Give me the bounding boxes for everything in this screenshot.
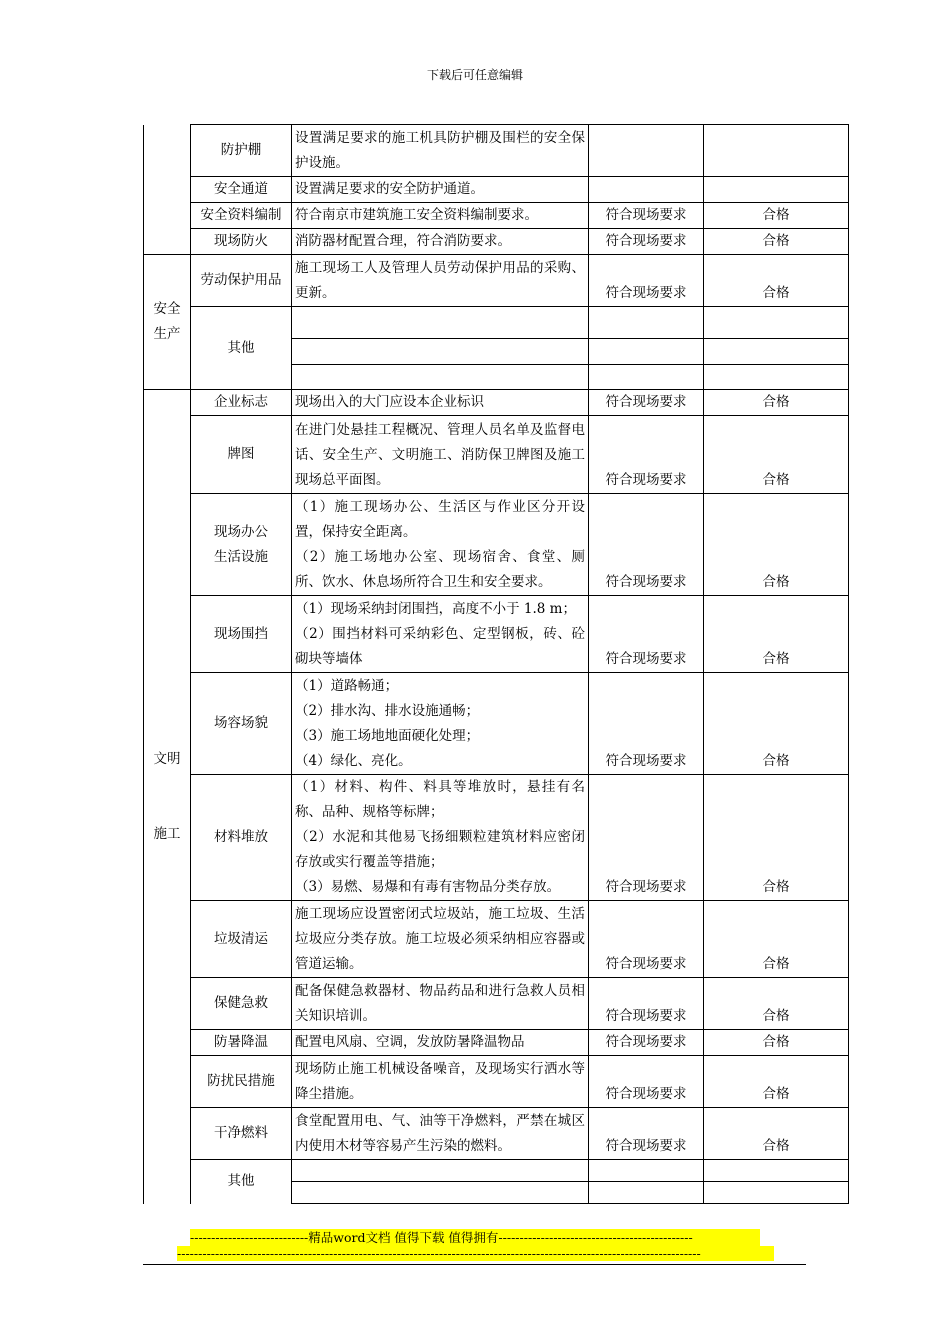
result-cell: 合格: [704, 203, 849, 229]
requirement-line: （3）易燃、易爆和有毒有害物品分类存放。: [295, 879, 561, 895]
item-label: 现场办公: [214, 523, 268, 540]
result-cell: [704, 177, 849, 203]
table-row: [144, 177, 849, 203]
requirement-cell: [292, 1182, 589, 1204]
item-cell: 安全资料编制: [191, 203, 292, 229]
requirement-line: （1）材料、构件、料具等堆放时，悬挂有名称、品种、规格等标牌；: [295, 779, 585, 820]
table-row: [144, 775, 849, 901]
table-row: [144, 203, 849, 229]
item-cell: 劳动保护用品: [191, 255, 292, 307]
footer-banner: ----------------------------精品word文档 值得下载 值得拥有----------------------------------------------: [190, 1229, 760, 1246]
result-cell: 合格: [704, 416, 849, 494]
item-cell: 企业标志: [191, 390, 292, 416]
result-cell: [704, 1182, 849, 1204]
standard-cell: [589, 1160, 704, 1182]
item-cell: 现场防火: [191, 229, 292, 255]
requirement-cell: 消防器材配置合理，符合消防要求。: [292, 229, 589, 255]
requirement-line: （2）水泥和其他易飞扬细颗粒建筑材料应密闭存放或实行覆盖等措施；: [295, 829, 585, 870]
requirement-cell: [292, 339, 589, 365]
requirement-line: （2）排水沟、排水设施通畅；: [295, 703, 480, 719]
standard-cell: 符合现场要求: [589, 203, 704, 229]
standard-cell: 符合现场要求: [589, 1030, 704, 1056]
requirement-line: （4）绿化、亮化。: [295, 753, 412, 769]
standard-cell: [589, 365, 704, 390]
result-cell: [704, 1160, 849, 1182]
requirement-line: （1）现场采纳封闭围挡，高度不小于 1.8 m；: [295, 601, 576, 617]
standard-cell: [589, 125, 704, 177]
requirement-cell: [292, 673, 589, 775]
item-cell: 场容场貌: [191, 673, 292, 775]
standard-cell: 符合现场要求: [589, 596, 704, 673]
item-cell: 防护棚: [191, 125, 292, 177]
table-row: [144, 390, 849, 416]
result-cell: 合格: [704, 978, 849, 1030]
item-cell: 保健急救: [191, 978, 292, 1030]
category-label: 安全: [153, 301, 181, 317]
standard-cell: 符合现场要求: [589, 901, 704, 978]
bottom-rule: [143, 1264, 806, 1265]
requirement-cell: 现场防止施工机械设备噪音，及现场实行洒水等降尘措施。: [292, 1056, 589, 1108]
standard-cell: 符合现场要求: [589, 494, 704, 596]
item-cell: 现场围挡: [191, 596, 292, 673]
requirement-cell: [292, 307, 589, 339]
category-spacer: [147, 772, 187, 822]
standard-cell: 符合现场要求: [589, 255, 704, 307]
requirement-cell: [292, 365, 589, 390]
requirement-cell: 食堂配置用电、气、油等干净燃料，严禁在城区内使用木材等容易产生污染的燃料。: [292, 1108, 589, 1160]
item-cell: 干净燃料: [191, 1108, 292, 1160]
result-cell: 合格: [704, 901, 849, 978]
result-cell: [704, 339, 849, 365]
result-cell: 合格: [704, 596, 849, 673]
standard-cell: 符合现场要求: [589, 1056, 704, 1108]
requirement-cell: [292, 775, 589, 901]
table-row: [144, 1108, 849, 1160]
standard-cell: 符合现场要求: [589, 229, 704, 255]
result-cell: [704, 307, 849, 339]
category-label: 施工: [153, 825, 181, 842]
table-row: [144, 255, 849, 307]
inspection-table: [143, 124, 849, 1204]
category-label: 生产: [153, 326, 181, 342]
category-label: 文明: [153, 750, 181, 767]
table-row: [144, 1056, 849, 1108]
table-row: [144, 1030, 849, 1056]
footer-banner-dashes: ----------------------------------------------------------------------------------------------------------------------------: [177, 1246, 774, 1261]
result-cell: 合格: [704, 673, 849, 775]
result-cell: 合格: [704, 494, 849, 596]
requirement-cell: 配置电风扇、空调，发放防暑降温物品: [292, 1030, 589, 1056]
standard-cell: [589, 307, 704, 339]
requirement-line: （2）围挡材料可采纳彩色、定型钢板，砖、砼砌块等墙体: [295, 626, 585, 667]
table-row: [144, 494, 849, 596]
result-cell: 合格: [704, 390, 849, 416]
standard-cell: 符合现场要求: [589, 416, 704, 494]
requirement-cell: 现场出入的大门应设本企业标识: [292, 390, 589, 416]
result-cell: [704, 365, 849, 390]
standard-cell: 符合现场要求: [589, 390, 704, 416]
table-row: [144, 978, 849, 1030]
requirement-line: （1）道路畅通；: [295, 678, 399, 694]
requirement-cell: [292, 494, 589, 596]
item-cell: 垃圾清运: [191, 901, 292, 978]
item-cell: 防扰民措施: [191, 1056, 292, 1108]
requirement-line: （2）施工场地办公室、现场宿舍、食堂、厕所、饮水、休息场所符合卫生和安全要求。: [295, 549, 585, 590]
result-cell: 合格: [704, 1030, 849, 1056]
category-cell-safety: [144, 255, 191, 390]
table-row: [144, 229, 849, 255]
item-cell: 其他: [191, 1160, 292, 1204]
item-cell: 其他: [191, 307, 292, 390]
table-row: [144, 901, 849, 978]
item-cell: [191, 494, 292, 596]
result-cell: 合格: [704, 229, 849, 255]
requirement-cell: [292, 596, 589, 673]
table-row: [144, 307, 849, 339]
table-row: [144, 125, 849, 177]
standard-cell: 符合现场要求: [589, 673, 704, 775]
requirement-cell: 设置满足要求的安全防护通道。: [292, 177, 589, 203]
requirement-cell: [292, 1160, 589, 1182]
result-cell: [704, 125, 849, 177]
category-cell-civilized: [144, 390, 191, 1204]
requirement-line: （1）施工现场办公、生活区与作业区分开设置，保持安全距离。: [295, 499, 585, 540]
standard-cell: 符合现场要求: [589, 775, 704, 901]
table-row: [144, 673, 849, 775]
requirement-line: （3）施工场地地面硬化处理；: [295, 728, 480, 744]
item-label: 生活设施: [214, 548, 268, 565]
standard-cell: [589, 177, 704, 203]
result-cell: 合格: [704, 255, 849, 307]
requirement-cell: 符合南京市建筑施工安全资料编制要求。: [292, 203, 589, 229]
category-cell-continued: [144, 125, 191, 255]
requirement-cell: 在进门处悬挂工程概况、管理人员名单及监督电话、安全生产、文明施工、消防保卫牌图及施工现场总平面图。: [292, 416, 589, 494]
item-cell: 防暑降温: [191, 1030, 292, 1056]
table-row: [144, 1160, 849, 1182]
result-cell: 合格: [704, 1056, 849, 1108]
standard-cell: [589, 1182, 704, 1204]
page-header: 下载后可任意编辑: [426, 68, 523, 82]
item-cell: 安全通道: [191, 177, 292, 203]
table-row: [144, 416, 849, 494]
table-row: [144, 596, 849, 673]
requirement-cell: 施工现场工人及管理人员劳动保护用品的采购、更新。: [292, 255, 589, 307]
item-cell: 材料堆放: [191, 775, 292, 901]
result-cell: 合格: [704, 775, 849, 901]
standard-cell: 符合现场要求: [589, 1108, 704, 1160]
result-cell: 合格: [704, 1108, 849, 1160]
requirement-cell: 施工现场应设置密闭式垃圾站，施工垃圾、生活垃圾应分类存放。施工垃圾必须采纳相应容器或管道运输。: [292, 901, 589, 978]
requirement-cell: 配备保健急救器材、物品药品和进行急救人员相关知识培训。: [292, 978, 589, 1030]
standard-cell: 符合现场要求: [589, 978, 704, 1030]
requirement-cell: 设置满足要求的施工机具防护棚及围栏的安全保护设施。: [292, 125, 589, 177]
standard-cell: [589, 339, 704, 365]
item-cell: 牌图: [191, 416, 292, 494]
